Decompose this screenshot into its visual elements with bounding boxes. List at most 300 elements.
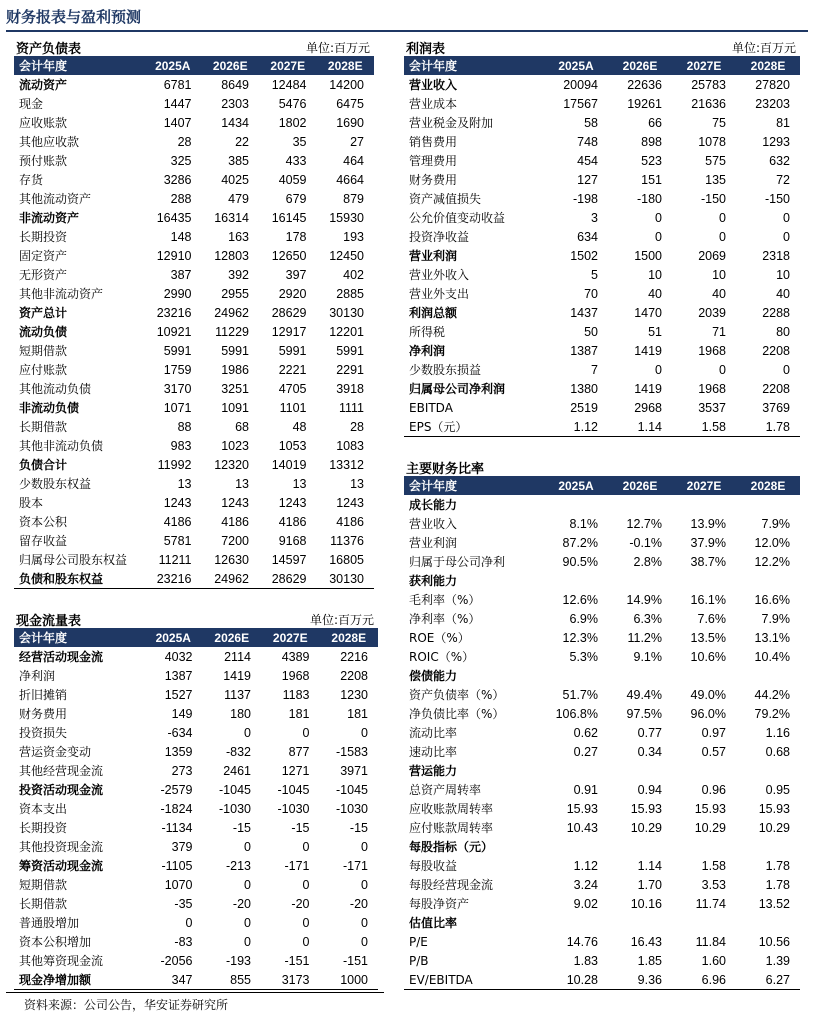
table-row <box>14 666 378 685</box>
cell-value: 1.85 <box>637 953 662 968</box>
cell-value: 1.78 <box>765 877 790 892</box>
cell-value: 16314 <box>214 210 249 225</box>
table-row <box>14 360 374 379</box>
cell-value: 1.70 <box>637 877 662 892</box>
cell-value: 0 <box>244 934 251 949</box>
cell-value <box>736 913 800 932</box>
ratios-table <box>404 476 800 990</box>
cell-value <box>736 761 800 780</box>
row-label: 获利能力 <box>409 574 458 588</box>
cell-value: 2318 <box>762 248 790 263</box>
cell-value <box>544 571 608 590</box>
cell-value: 0 <box>302 915 310 930</box>
row-label: P/E <box>409 934 428 949</box>
cell-value <box>672 571 736 590</box>
cell-value: 149 <box>171 706 193 721</box>
row-label: 营业外支出 <box>409 287 470 301</box>
header-year: 2027E <box>259 56 317 75</box>
cell-value: 181 <box>288 706 310 721</box>
cell-value <box>672 495 736 514</box>
cell-value: 28 <box>177 134 192 149</box>
table-row <box>14 761 378 780</box>
cell-value: 13.9% <box>690 516 726 531</box>
cell-value: 4186 <box>163 514 192 529</box>
cell-value: 49.4% <box>626 687 662 702</box>
table-row <box>14 341 374 360</box>
cell-value: 6.27 <box>736 970 800 990</box>
cell-value: 0.94 <box>637 782 662 797</box>
cell-value: -180 <box>636 191 662 206</box>
cell-value: 5991 <box>278 343 307 358</box>
table-row <box>404 704 800 723</box>
header-year: 2028E <box>736 56 800 75</box>
row-label: 其他投资现金流 <box>19 840 104 854</box>
row-label: 短期借款 <box>19 878 68 892</box>
row-label: 资产总计 <box>19 306 68 320</box>
cell-value: 454 <box>577 153 598 168</box>
cell-value: 13312 <box>329 457 364 472</box>
table-row <box>14 436 374 455</box>
row-label: 筹资活动现金流 <box>19 859 104 873</box>
cell-value: 127 <box>577 172 598 187</box>
row-label: 长期借款 <box>19 897 68 911</box>
cell-value: 0.96 <box>701 782 726 797</box>
cell-value <box>736 666 800 685</box>
table-row <box>404 94 800 113</box>
row-label: 负债和股东权益 <box>14 569 144 589</box>
cell-value: 90.5% <box>562 554 598 569</box>
cell-value: 0 <box>244 877 251 892</box>
cell-value: 1.12 <box>544 417 608 437</box>
cell-value: 21636 <box>691 96 726 111</box>
table-row <box>14 970 378 990</box>
row-label: 营业利润 <box>409 249 458 263</box>
row-label: 非流动负债 <box>19 401 80 415</box>
table-row <box>404 647 800 666</box>
cell-value: 13 <box>350 476 364 491</box>
row-label: 预付账款 <box>19 154 68 168</box>
income-statement-table <box>404 56 800 437</box>
table-row <box>14 227 374 246</box>
cell-value: 1053 <box>278 438 307 453</box>
row-label: 总资产周转率 <box>409 783 482 797</box>
table-row <box>14 799 378 818</box>
cell-value: 14.76 <box>566 934 598 949</box>
cell-value: 30130 <box>329 305 364 320</box>
cell-value: 1690 <box>336 115 364 130</box>
cell-value: 22 <box>235 134 249 149</box>
row-label: 所得税 <box>409 325 446 339</box>
cell-value: 0 <box>783 210 790 225</box>
row-label: 长期投资 <box>19 230 68 244</box>
cell-value: 2519 <box>570 400 598 415</box>
header-year: 2025A <box>144 628 203 647</box>
cell-value: 2039 <box>698 305 726 320</box>
cell-value: 1243 <box>278 495 307 510</box>
cell-value: 13 <box>177 476 192 491</box>
cell-value <box>608 913 672 932</box>
cell-value: 87.2% <box>562 535 598 550</box>
row-label: 少数股东权益 <box>19 477 92 491</box>
cell-value: 181 <box>347 706 368 721</box>
cell-value: 3173 <box>261 970 320 990</box>
cell-value: 12910 <box>156 248 192 263</box>
source-divider <box>6 992 384 993</box>
cell-value: 1986 <box>221 362 249 377</box>
cell-value: 1243 <box>163 495 192 510</box>
cell-value: 0 <box>783 362 790 377</box>
table-row <box>14 113 374 132</box>
cell-value: 2208 <box>762 343 790 358</box>
cell-value: 16.43 <box>630 934 662 949</box>
table-row <box>14 837 378 856</box>
cell-value: 15.93 <box>566 801 598 816</box>
cell-value: 151 <box>641 172 662 187</box>
header-year: 2026E <box>202 56 260 75</box>
row-label: 少数股东损益 <box>409 363 482 377</box>
cell-value: 44.2% <box>754 687 790 702</box>
cell-value: 16145 <box>271 210 307 225</box>
cell-value: 27 <box>350 134 364 149</box>
table-row <box>14 379 374 398</box>
cell-value: -171 <box>342 858 368 873</box>
row-label: 每股经营现金流 <box>409 878 494 892</box>
row-label: 速动比率 <box>409 745 458 759</box>
cell-value: 0.95 <box>765 782 790 797</box>
cell-value: 25783 <box>691 77 726 92</box>
cell-value: 1000 <box>320 970 379 990</box>
cell-value: 0 <box>655 362 662 377</box>
row-label: 营业利润 <box>409 536 458 550</box>
cell-value: 385 <box>228 153 249 168</box>
table-row <box>404 265 800 284</box>
table-row <box>404 398 800 417</box>
table-row <box>404 780 800 799</box>
row-label: 应付账款周转率 <box>409 821 494 835</box>
cell-value: 1802 <box>278 115 307 130</box>
cell-value: 8649 <box>221 77 249 92</box>
row-label: P/B <box>409 953 429 968</box>
income-statement-title: 利润表 <box>406 42 446 57</box>
cell-value: 13.1% <box>754 630 790 645</box>
cell-value: 11992 <box>157 457 192 472</box>
cell-value: 0 <box>302 877 310 892</box>
balance-sheet-title: 资产负债表 <box>16 42 82 57</box>
cell-value: -171 <box>284 858 310 873</box>
cell-value: 70 <box>584 286 598 301</box>
cell-value: 4059 <box>278 172 307 187</box>
header-year: 2027E <box>672 56 736 75</box>
table-row <box>404 113 800 132</box>
cell-value: 3251 <box>221 381 249 396</box>
row-label: 长期借款 <box>19 420 68 434</box>
table-row <box>14 932 378 951</box>
cash-flow-title: 现金流量表 <box>16 614 82 629</box>
cell-value: 1083 <box>336 438 364 453</box>
cell-value: 0 <box>361 839 368 854</box>
income-statement-unit: 单位:百万元 <box>731 41 796 55</box>
cell-value: -1045 <box>336 782 368 797</box>
cell-value: 12630 <box>214 552 249 567</box>
row-label: 营业成本 <box>409 97 458 111</box>
cell-value: 523 <box>641 153 662 168</box>
cell-value: -15 <box>232 820 251 835</box>
cell-value: 14019 <box>271 457 307 472</box>
cell-value: 13 <box>235 476 249 491</box>
table-row <box>14 265 374 284</box>
cell-value: 1.12 <box>573 858 598 873</box>
cell-value: 7200 <box>221 533 249 548</box>
row-label: 资本公积增加 <box>19 935 92 949</box>
cell-value: 12.3% <box>562 630 598 645</box>
table-row <box>404 284 800 303</box>
cell-value: 2461 <box>223 763 251 778</box>
table-row <box>14 398 374 417</box>
table-row <box>404 552 800 571</box>
cell-value: 14.9% <box>626 592 662 607</box>
cell-value: 6781 <box>163 77 192 92</box>
cell-value: 1407 <box>163 115 192 130</box>
cell-value: 1271 <box>281 763 310 778</box>
row-label: 流动比率 <box>409 726 458 740</box>
cell-value: 40 <box>648 286 662 301</box>
row-label: 应收账款周转率 <box>409 802 494 816</box>
cell-value: 81 <box>776 115 790 130</box>
cell-value: 1968 <box>698 343 726 358</box>
row-label: 资本公积 <box>19 515 68 529</box>
table-row <box>14 493 374 512</box>
cell-value: 23216 <box>156 305 192 320</box>
row-label: 现金净增加额 <box>14 970 144 990</box>
cell-value: 11.84 <box>695 934 726 949</box>
table-row <box>14 189 374 208</box>
cell-value: 634 <box>577 229 598 244</box>
cell-value: 23203 <box>755 96 790 111</box>
cell-value: 983 <box>170 438 192 453</box>
cell-value: 6.9% <box>569 611 598 626</box>
table-row <box>14 856 378 875</box>
cell-value: -20 <box>349 896 368 911</box>
table-row <box>14 322 374 341</box>
cell-value: 2.8% <box>633 554 662 569</box>
cell-value: 1470 <box>634 305 662 320</box>
cell-value: 27820 <box>755 77 790 92</box>
cell-value: 10.4% <box>754 649 790 664</box>
cell-value: -150 <box>700 191 726 206</box>
cell-value: -0.1% <box>629 535 662 550</box>
row-label: 固定资产 <box>19 249 68 263</box>
cell-value: 9168 <box>278 533 307 548</box>
cell-value: 15.93 <box>758 801 790 816</box>
cell-value: 0.34 <box>637 744 662 759</box>
cell-value: 3.53 <box>701 877 726 892</box>
row-label: 资产负债率（%） <box>409 688 505 702</box>
section-row <box>404 761 800 780</box>
row-label: 利润总额 <box>409 306 458 320</box>
cell-value: 2291 <box>336 362 364 377</box>
row-label: 其他非流动资产 <box>19 287 104 301</box>
table-row <box>14 818 378 837</box>
cell-value: 0.68 <box>765 744 790 759</box>
cell-value: 9.36 <box>608 970 672 990</box>
cell-value: 0 <box>655 229 662 244</box>
cell-value: 28 <box>350 419 364 434</box>
cell-value: 13 <box>292 476 307 491</box>
cell-value: -193 <box>225 953 251 968</box>
row-label: 流动资产 <box>19 78 68 92</box>
header-year: 2028E <box>317 56 375 75</box>
cell-value: 15.93 <box>630 801 662 816</box>
cell-value: 0 <box>719 229 726 244</box>
table-row <box>404 590 800 609</box>
cell-value: 12484 <box>271 77 307 92</box>
cell-value: 2216 <box>340 649 368 664</box>
row-label: EPS（元） <box>404 417 544 437</box>
cell-value: 0 <box>719 362 726 377</box>
header-row <box>14 56 374 75</box>
row-label: 长期投资 <box>19 821 68 835</box>
cell-value: 14597 <box>271 552 307 567</box>
cell-value: 180 <box>230 706 251 721</box>
cell-value: 748 <box>577 134 598 149</box>
cell-value: -15 <box>291 820 310 835</box>
table-row <box>404 894 800 913</box>
cell-value: 7.6% <box>697 611 726 626</box>
row-label: 营运资金变动 <box>19 745 92 759</box>
cell-value: 12450 <box>329 248 364 263</box>
cell-value: -35 <box>174 896 193 911</box>
table-row <box>14 284 374 303</box>
cell-value: -83 <box>174 934 193 949</box>
cell-value: -151 <box>284 953 310 968</box>
cell-value: 97.5% <box>626 706 662 721</box>
table-row <box>404 685 800 704</box>
cell-value: 16.6% <box>754 592 790 607</box>
cell-value: 40 <box>712 286 726 301</box>
cell-value: -2579 <box>160 782 193 797</box>
cell-value: 0.91 <box>573 782 598 797</box>
title-divider <box>6 30 808 32</box>
cell-value: 193 <box>343 229 364 244</box>
cell-value: 1071 <box>163 400 192 415</box>
row-label: 成长能力 <box>409 498 458 512</box>
cell-value: 5781 <box>163 533 192 548</box>
row-label: 折旧摊销 <box>19 688 68 702</box>
row-label: 净负债比率（%） <box>409 707 505 721</box>
cell-value: 12.2% <box>754 554 790 569</box>
cell-value: 2885 <box>336 286 364 301</box>
header-label: 会计年度 <box>14 628 144 647</box>
cell-value: -634 <box>167 725 193 740</box>
source-note: 资料来源：公司公告，华安证券研究所 <box>24 998 229 1012</box>
cell-value: 288 <box>170 191 192 206</box>
cell-value: 3971 <box>340 763 368 778</box>
cell-value: 6475 <box>336 96 364 111</box>
cell-value: -15 <box>349 820 368 835</box>
table-row <box>404 875 800 894</box>
table-row <box>14 246 374 265</box>
cell-value: 273 <box>171 763 193 778</box>
cell-value: 575 <box>705 153 726 168</box>
header-row <box>404 56 800 75</box>
cell-value: 1447 <box>163 96 192 111</box>
cell-value: 24962 <box>202 569 260 589</box>
cell-value: 4186 <box>336 514 364 529</box>
cell-value: 58 <box>584 115 598 130</box>
cell-value: 1387 <box>570 343 598 358</box>
cell-value: 135 <box>705 172 726 187</box>
cell-value: 1.16 <box>765 725 790 740</box>
cell-value <box>672 837 736 856</box>
table-row <box>14 951 378 970</box>
cell-value <box>608 666 672 685</box>
cell-value: 106.8% <box>555 706 598 721</box>
table-row <box>14 531 374 550</box>
table-row <box>14 132 374 151</box>
cell-value: 16435 <box>156 210 192 225</box>
cell-value: -1045 <box>277 782 310 797</box>
cell-value: 2955 <box>221 286 249 301</box>
cell-value: 0 <box>302 934 310 949</box>
cell-value: 0 <box>361 915 368 930</box>
cell-value: 12320 <box>214 457 249 472</box>
row-label: 应收账款 <box>19 116 68 130</box>
ratios-title: 主要财务比率 <box>406 462 485 477</box>
table-row <box>404 628 800 647</box>
header-row <box>404 476 800 495</box>
cell-value: 0 <box>302 839 310 854</box>
table-row <box>404 227 800 246</box>
cell-value: 0.62 <box>573 725 598 740</box>
cell-value: 3.24 <box>573 877 598 892</box>
cell-value: 28629 <box>271 305 307 320</box>
row-label: 其他筹资现金流 <box>19 954 104 968</box>
cell-value: 387 <box>170 267 192 282</box>
cell-value <box>736 495 800 514</box>
table-row <box>404 379 800 398</box>
cell-value: 2114 <box>224 649 251 664</box>
table-row <box>14 75 374 94</box>
cell-value: 11376 <box>330 533 364 548</box>
table-row <box>404 723 800 742</box>
row-label: 净利润 <box>409 344 446 358</box>
table-row <box>14 894 378 913</box>
cell-value: 38.7% <box>690 554 726 569</box>
cell-value: 2990 <box>163 286 192 301</box>
cell-value: 0 <box>361 934 368 949</box>
table-row <box>14 780 378 799</box>
cell-value: 433 <box>285 153 307 168</box>
row-label: 存货 <box>19 173 44 187</box>
cell-value: 3537 <box>698 400 726 415</box>
row-label: 流动负债 <box>19 325 68 339</box>
cell-value <box>672 761 736 780</box>
header-year: 2025A <box>144 56 202 75</box>
cell-value: 5 <box>591 267 598 282</box>
cell-value: 15.93 <box>694 801 726 816</box>
cell-value: 1.14 <box>608 417 672 437</box>
row-label: 净利润 <box>19 669 56 683</box>
row-label: 短期借款 <box>19 344 68 358</box>
cell-value: 12201 <box>329 324 364 339</box>
cell-value: 0.77 <box>637 725 662 740</box>
row-label: 其他非流动负债 <box>19 439 104 453</box>
cell-value <box>672 913 736 932</box>
cell-value: 5.3% <box>569 649 598 664</box>
cell-value: 7.9% <box>761 516 790 531</box>
row-label: 其他流动负债 <box>19 382 92 396</box>
table-row <box>404 360 800 379</box>
